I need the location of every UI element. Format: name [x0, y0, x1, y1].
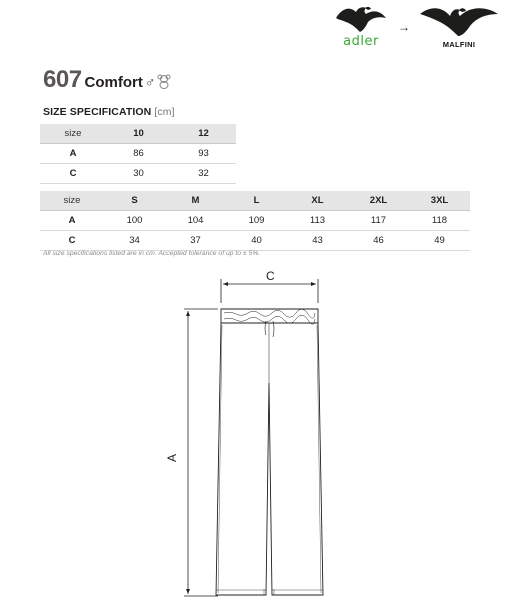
size-spec-heading	[43, 106, 175, 118]
table-cell: 30	[106, 164, 171, 184]
malfini-logo	[416, 4, 502, 56]
row-label-a: A	[40, 144, 106, 164]
table-header-row	[40, 191, 470, 211]
product-title	[43, 66, 171, 96]
adler-eagle-icon	[334, 4, 388, 38]
header-size-label: size	[40, 191, 104, 211]
size-3xl: 3XL	[409, 191, 470, 211]
transition-arrow: →	[398, 20, 410, 34]
adler-logo	[334, 4, 388, 56]
adler-logo-text: adler	[343, 34, 379, 49]
kids-size-table	[40, 124, 236, 184]
size-m: M	[165, 191, 226, 211]
row-label-c: C	[40, 231, 104, 251]
size-10: 10	[106, 124, 171, 144]
table-cell: 93	[171, 144, 236, 164]
teddy-bear-icon	[157, 74, 171, 94]
header-size-label: size	[40, 124, 106, 144]
table-cell: 43	[287, 231, 348, 251]
table-cell: 104	[165, 211, 226, 231]
table-row	[40, 231, 470, 251]
pants-measurement-diagram	[160, 265, 360, 600]
size-s: S	[104, 191, 165, 211]
dimension-c-label: C	[266, 269, 275, 283]
product-name: Comfort	[84, 74, 143, 91]
male-symbol-icon: ♂	[144, 74, 156, 90]
size-12: 12	[171, 124, 236, 144]
size-spec-title: SIZE SPECIFICATION	[43, 106, 152, 118]
malfini-logo-text: MALFINI	[442, 40, 476, 49]
adult-size-table	[40, 191, 470, 251]
size-xl: XL	[287, 191, 348, 211]
row-label-c: C	[40, 164, 106, 184]
table-cell: 113	[287, 211, 348, 231]
table-row	[40, 164, 236, 184]
table-cell: 46	[348, 231, 409, 251]
table-cell: 40	[226, 231, 287, 251]
table-header-row	[40, 124, 236, 144]
table-cell: 117	[348, 211, 409, 231]
size-2xl: 2XL	[348, 191, 409, 211]
product-number: 607	[43, 66, 82, 93]
table-cell: 100	[104, 211, 165, 231]
pants-outline-icon	[160, 265, 360, 600]
brand-logos	[330, 4, 510, 56]
row-label-a: A	[40, 211, 104, 231]
dimension-a-label: A	[165, 453, 180, 463]
table-row	[40, 144, 236, 164]
table-cell: 32	[171, 164, 236, 184]
table-cell: 109	[226, 211, 287, 231]
table-cell: 49	[409, 231, 470, 251]
table-cell: 86	[106, 144, 171, 164]
tolerance-note: All size specifications listed are in cm. Accepted tolerance of up to ± 5%.	[43, 250, 261, 257]
malfini-eagle-icon	[416, 4, 502, 40]
table-row	[40, 211, 470, 231]
size-spec-unit: [cm]	[154, 106, 175, 118]
table-cell: 34	[104, 231, 165, 251]
table-cell: 118	[409, 211, 470, 231]
size-l: L	[226, 191, 287, 211]
table-cell: 37	[165, 231, 226, 251]
